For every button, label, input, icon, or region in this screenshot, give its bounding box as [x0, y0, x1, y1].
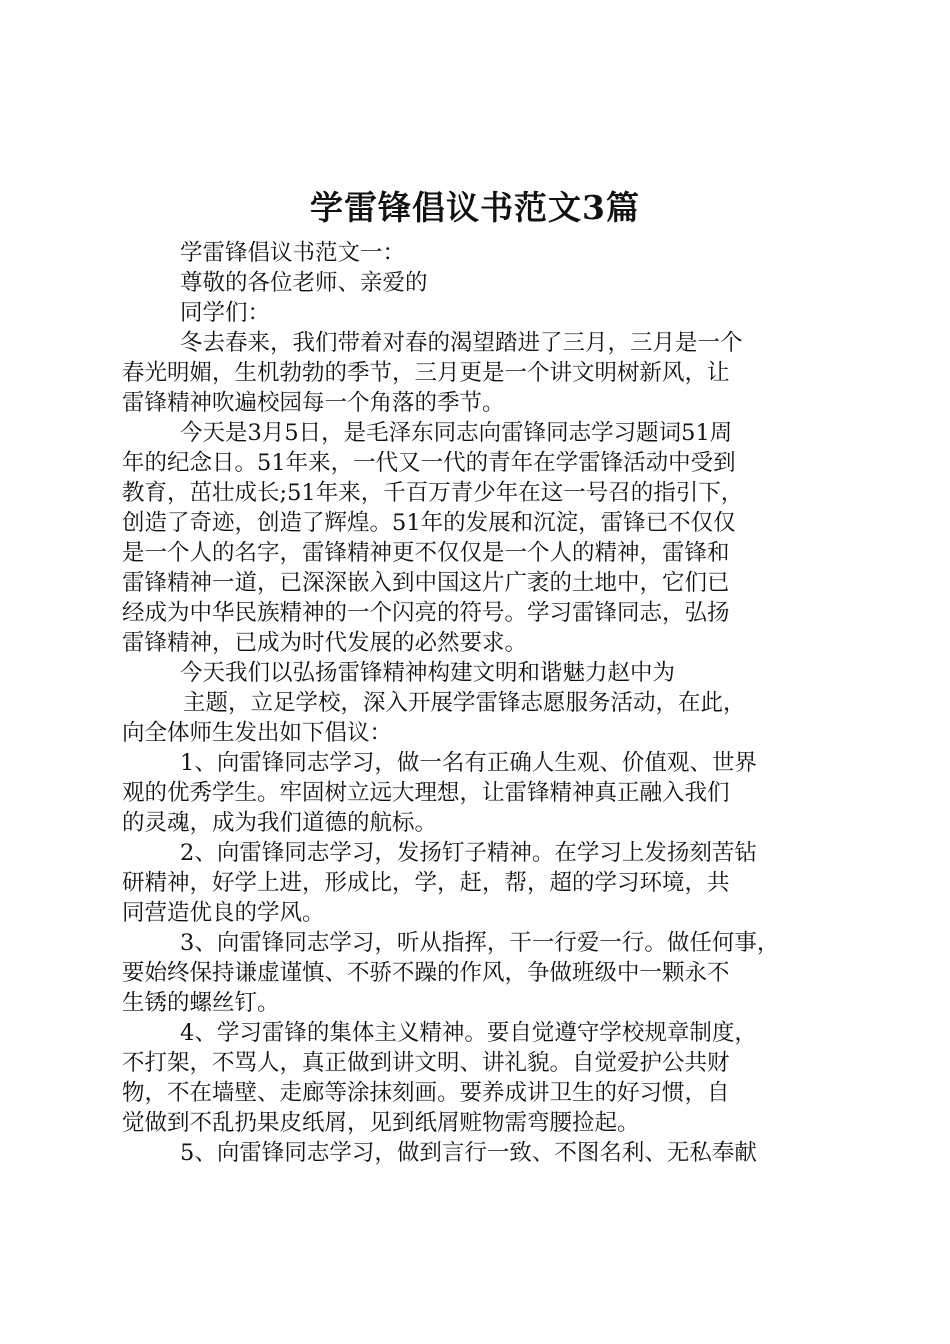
- paragraph-line: 向全体师生发出如下倡议：: [122, 720, 393, 746]
- list-item-line: 2、向雷锋同志学习，发扬钉子精神。在学习上发扬刻苦钻: [180, 840, 757, 866]
- list-item-line: 5、向雷锋同志学习，做到言行一致、不图名利、无私奉献: [180, 1140, 757, 1166]
- salutation-heading: 学雷锋倡议书范文一：: [180, 240, 406, 266]
- list-item-line: 不打架，不骂人，真正做到讲文明、讲礼貌。自觉爱护公共财: [122, 1050, 730, 1076]
- list-item-line: 1、向雷锋同志学习，做一名有正确人生观、价值观、世界: [180, 750, 757, 776]
- paragraph-line: 雷锋精神，已成为时代发展的必然要求。: [122, 630, 528, 656]
- document-body: [122, 238, 834, 1168]
- paragraph-line: 经成为中华民族精神的一个闪亮的符号。学习雷锋同志，弘扬: [122, 600, 730, 626]
- salutation-line: 同学们：: [180, 300, 271, 326]
- paragraph-line: 冬去春来，我们带着对春的渴望踏进了三月，三月是一个: [180, 330, 743, 356]
- list-item-line: 要始终保持谦虚谨慎、不骄不躁的作风，争做班级中一颗永不: [122, 960, 730, 986]
- list-item-line: 同营造优良的学风。: [122, 900, 325, 926]
- list-item-line: 物，不在墙壁、走廊等涂抹刻画。要养成讲卫生的好习惯，自: [122, 1080, 730, 1106]
- document-title: 学雷锋倡议书范文3篇: [310, 188, 640, 227]
- paragraph-line: 创造了奇迹，创造了辉煌。51年的发展和沉淀，雷锋已不仅仅: [122, 510, 736, 536]
- list-item-line: 生锈的螺丝钉。: [122, 990, 280, 1016]
- paragraph-line: 今天我们以弘扬雷锋精神构建文明和谐魅力赵中为: [180, 660, 676, 686]
- list-item-line: 观的优秀学生。牢固树立远大理想，让雷锋精神真正融入我们: [122, 780, 730, 806]
- list-item-line: 3、向雷锋同志学习，听从指挥，干一行爱一行。做任何事，: [180, 930, 780, 956]
- paragraph-line: 春光明媚，生机勃勃的季节，三月更是一个讲文明树新风，让: [122, 360, 730, 386]
- list-item-line: 4、学习雷锋的集体主义精神。要自觉遵守学校规章制度，: [180, 1020, 757, 1046]
- list-item-line: 的灵魂，成为我们道德的航标。: [122, 810, 438, 836]
- list-item-line: 研精神，好学上进，形成比，学，赶，帮，超的学习环境，共: [122, 870, 730, 896]
- list-item-line: 觉做到不乱扔果皮纸屑，见到纸屑赃物需弯腰捡起。: [122, 1110, 640, 1136]
- paragraph-line: 雷锋精神一道，已深深嵌入到中国这片广袤的土地中，它们已: [122, 570, 730, 596]
- paragraph-line: 今天是3月5日，是毛泽东同志向雷锋同志学习题词51周: [180, 420, 733, 446]
- paragraph-line: 教育，茁壮成长;51年来，千百万青少年在这一号召的指引下，: [122, 480, 744, 506]
- paragraph-line: 年的纪念日。51年来，一代又一代的青年在学雷锋活动中受到: [122, 450, 736, 476]
- paragraph-line: 雷锋精神吹遍校园每一个角落的季节。: [122, 390, 505, 416]
- paragraph-line: 主题，立足学校，深入开展学雷锋志愿服务活动，在此，: [183, 690, 746, 716]
- paragraph-line: 是一个人的名字，雷锋精神更不仅仅是一个人的精神，雷锋和: [122, 540, 730, 566]
- salutation-line: 尊敬的各位老师、亲爱的: [180, 270, 428, 296]
